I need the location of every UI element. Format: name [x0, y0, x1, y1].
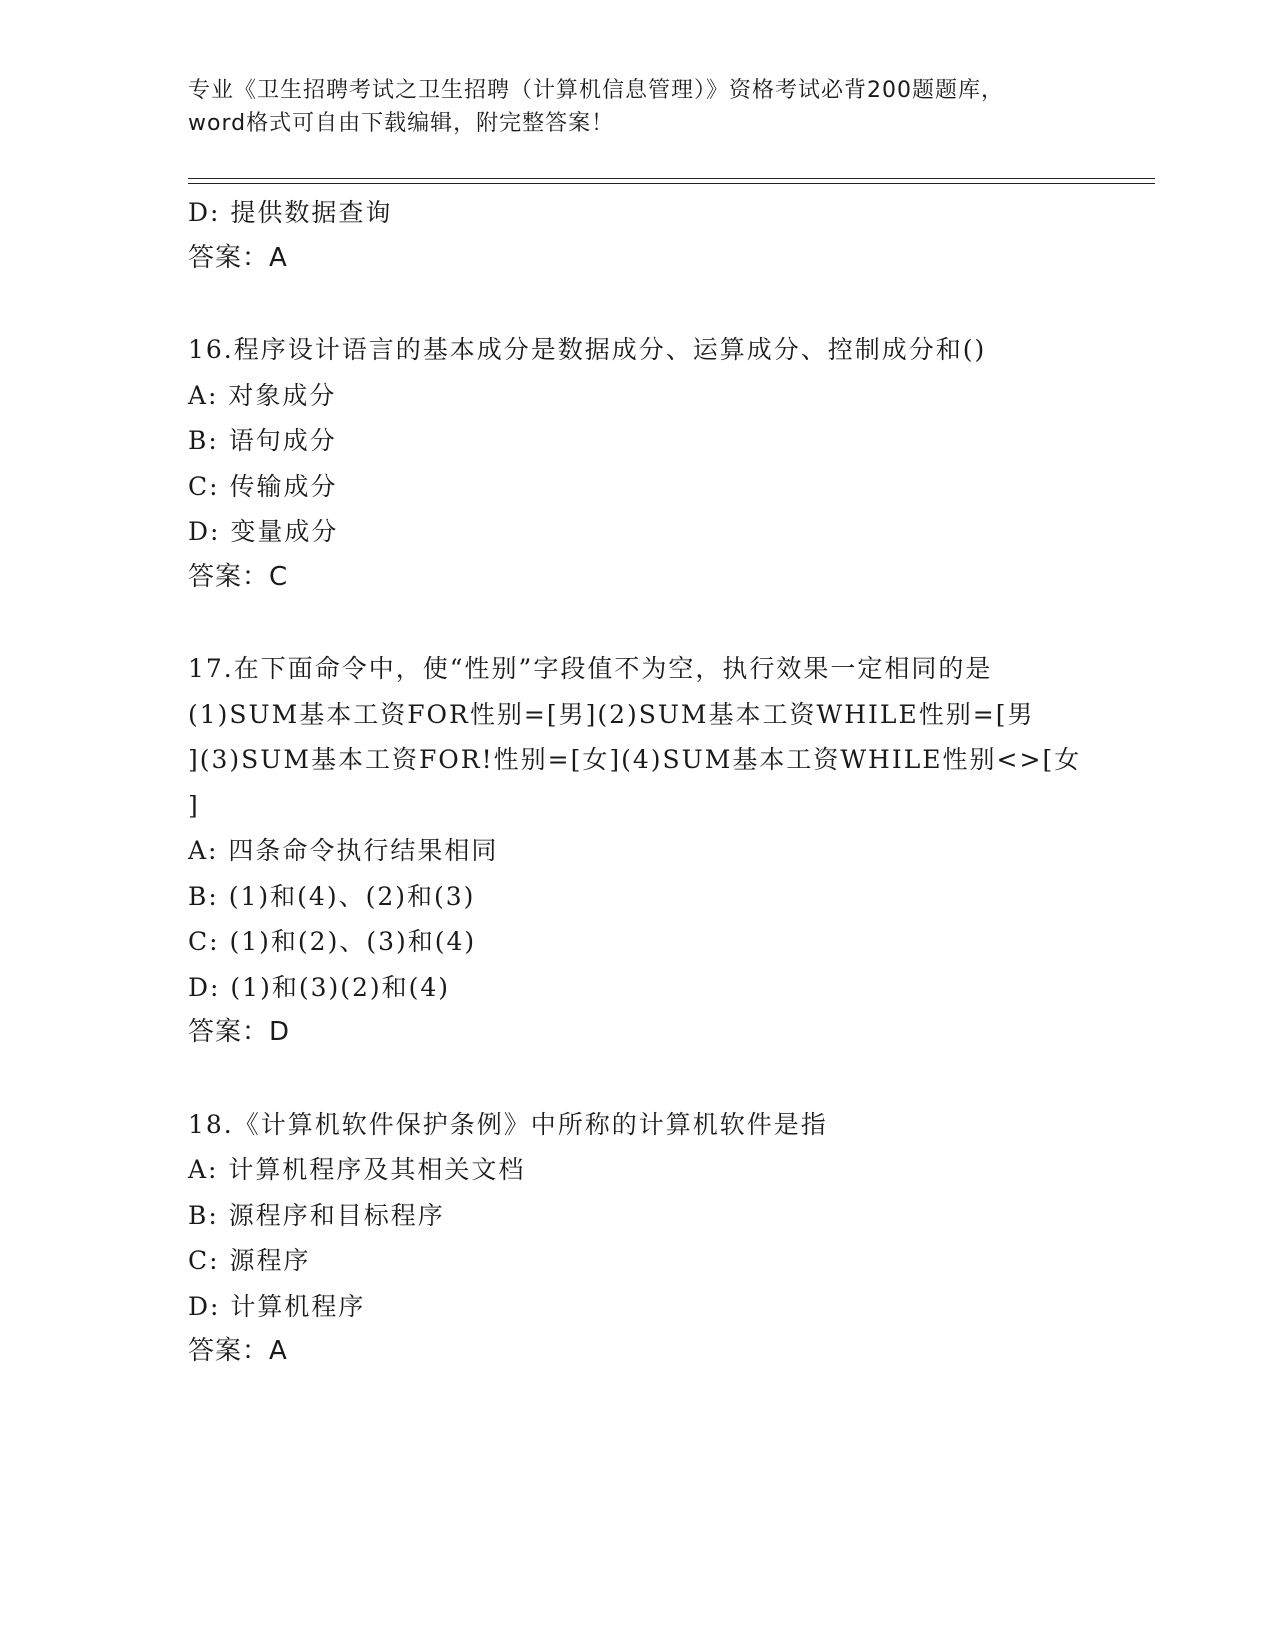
answer-line: 答案：A [188, 1336, 288, 1366]
option-d: D: (1)和(3)(2)和(4) [188, 972, 451, 1002]
option-b: B: (1)和(4)、(2)和(3) [188, 881, 476, 911]
option-c: C: (1)和(2)、(3)和(4) [188, 927, 477, 956]
question-16 [188, 327, 1088, 600]
question-list [188, 190, 1088, 1375]
question-stem-line-4: ] [188, 790, 200, 820]
option-a: A: 对象成分 [188, 380, 337, 410]
option-a: A: 计算机程序及其相关文档 [188, 1155, 526, 1184]
option-a: A: 四条命令执行结果相同 [188, 836, 499, 865]
option-d: D: 变量成分 [188, 517, 339, 546]
answer-line: 答案：C [188, 561, 289, 592]
question-17 [188, 646, 1088, 1056]
question-stem-line-2: (1)SUM基本工资FOR性别=[男](2)SUM基本工资WHILE性别=[男 [188, 699, 1035, 729]
answer-line: 答案：D [188, 1017, 291, 1047]
header-divider-top [188, 178, 1155, 179]
question-stem: 16.程序设计语言的基本成分是数据成分、运算成分、控制成分和() [188, 335, 987, 364]
document-header [188, 74, 1088, 140]
question-15-tail [188, 190, 1088, 281]
question-stem-line-3: ](3)SUM基本工资FOR!性别=[女](4)SUM基本工资WHILE性别<>[女 [188, 745, 1082, 774]
header-title-line-2: word格式可自由下载编辑，附完整答案！ [188, 111, 615, 136]
question-stem: 18.《计算机软件保护条例》中所称的计算机软件是指 [188, 1109, 828, 1139]
question-18 [188, 1102, 1088, 1375]
answer-line: 答案：A [188, 242, 288, 273]
spacer [188, 281, 1088, 327]
header-divider-bottom [188, 183, 1155, 184]
question-stem-line-1: 17.在下面命令中，使“性别”字段值不为空，执行效果一定相同的是 [188, 654, 993, 683]
option-b: B: 源程序和目标程序 [188, 1200, 445, 1230]
option-c: C: 传输成分 [188, 471, 338, 501]
option-d: D: 计算机程序 [188, 1291, 366, 1321]
option-d: D: 提供数据查询 [188, 198, 393, 227]
option-c: C: 源程序 [188, 1246, 311, 1275]
spacer [188, 1056, 1088, 1102]
spacer [188, 600, 1088, 646]
header-title-line-1: 专业《卫生招聘考试之卫生招聘（计算机信息管理）》资格考试必背200题题库， [188, 78, 1004, 103]
option-b: B: 语句成分 [188, 426, 337, 455]
